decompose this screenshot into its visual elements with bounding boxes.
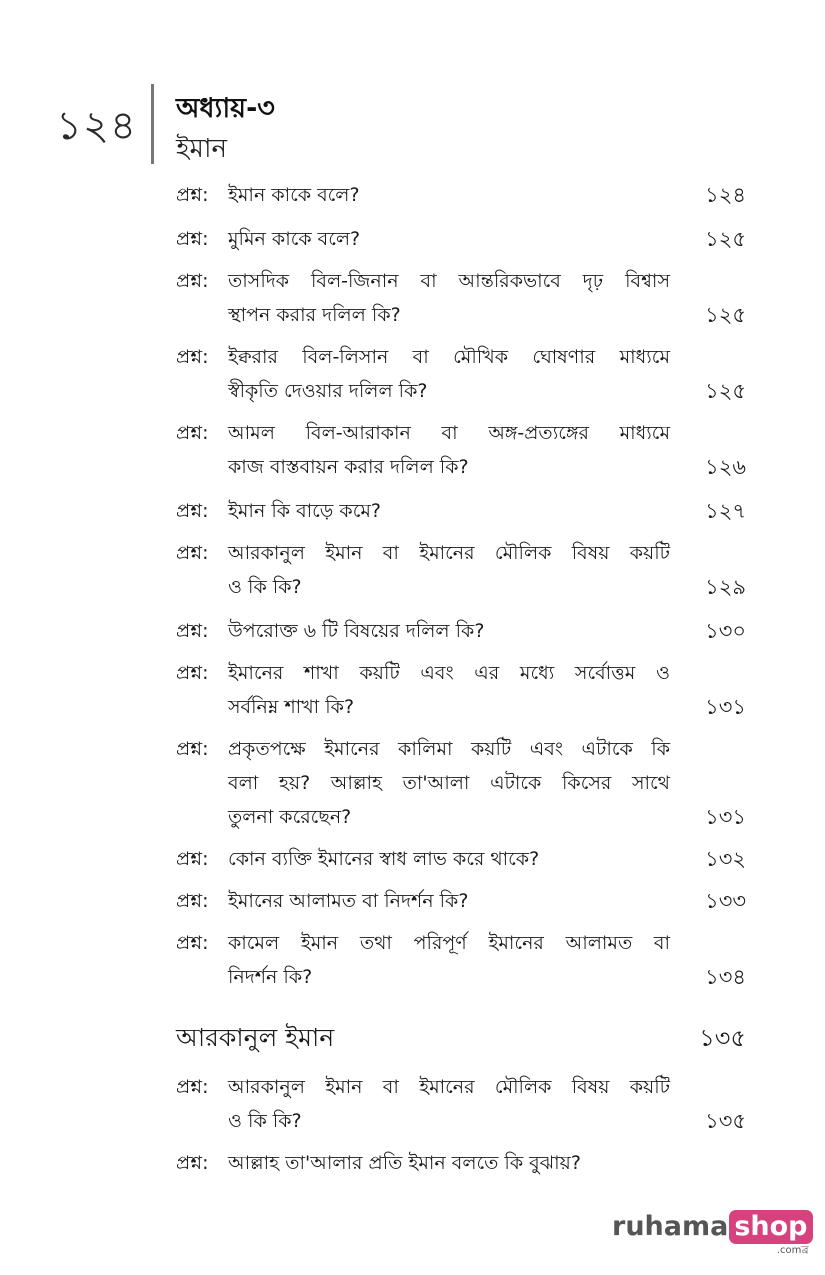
entry-text-line: তুলনা করেছেন? xyxy=(228,806,352,828)
question-label: প্রশ্ন: xyxy=(176,228,209,250)
entry-text-line: ও কি কি? xyxy=(228,576,302,598)
entry-page-number: ১২৫ xyxy=(705,303,746,327)
entry-text-line: কামেল ইমান তথা পরিপূর্ণ ইমানের আলামত বা xyxy=(228,932,670,954)
question-label: প্রশ্ন: xyxy=(176,500,209,522)
section-heading[interactable] xyxy=(176,1018,746,1058)
toc-entry[interactable] xyxy=(176,340,746,408)
question-label: প্রশ্ন: xyxy=(176,542,209,564)
entry-text-line: নিদর্শন কি? xyxy=(228,966,313,988)
entry-text-line: ইমান কাকে বলে? xyxy=(228,184,360,206)
toc-entry[interactable] xyxy=(176,494,746,528)
entry-text-line: স্থাপন করার দলিল কি? xyxy=(228,304,401,326)
question-label: প্রশ্ন: xyxy=(176,848,209,870)
toc-entry[interactable] xyxy=(176,1070,746,1138)
ruhamashop-logo xyxy=(612,1210,813,1256)
toc-entry[interactable] xyxy=(176,732,746,834)
header-divider xyxy=(151,84,154,164)
entry-text-line: বলা হয়? আল্লাহ তা'আলা এটাকে কিসের সাথে xyxy=(228,772,670,794)
logo-text-ruhama: ruhama xyxy=(612,1211,729,1242)
entry-page-number: ১৩১ xyxy=(705,805,746,829)
question-label: প্রশ্ন: xyxy=(176,422,209,444)
toc-entry[interactable] xyxy=(176,656,746,724)
entry-page-number: ১৩৩ xyxy=(705,889,746,913)
entry-text-line: মুমিন কাকে বলে? xyxy=(228,228,361,250)
toc-entry[interactable] xyxy=(176,1146,746,1180)
entry-page-number: ১২৪ xyxy=(705,183,746,207)
entry-text-line: কাজ বাস্তবায়ন করার দলিল কি? xyxy=(228,456,469,478)
entry-text-line: কোন ব্যক্তি ইমানের স্বাধ লাভ করে থাকে? xyxy=(228,848,540,870)
entry-text-line: আল্লাহ তা'আলার প্রতি ইমান বলতে কি বুঝায়? xyxy=(228,1152,581,1174)
entry-text-line: ইমানের শাখা কয়টি এবং এর মধ্যে সর্বোত্তম ও xyxy=(228,662,670,684)
table-of-contents xyxy=(176,170,746,1180)
entry-text-line: ইমান কি বাড়ে কমে? xyxy=(228,500,381,522)
question-label: প্রশ্ন: xyxy=(176,932,209,954)
entry-page-number: ১২৯ xyxy=(705,575,746,599)
entry-text-line: সর্বনিম্ন শাখা কি? xyxy=(228,696,355,718)
toc-entry[interactable] xyxy=(176,416,746,484)
toc-entry[interactable] xyxy=(176,926,746,994)
entry-text-line: আরকানুল ইমান বা ইমানের মৌলিক বিষয় কয়টি xyxy=(228,542,670,564)
entry-page-number: ১৩৫ xyxy=(705,1109,746,1133)
question-label: প্রশ্ন: xyxy=(176,270,209,292)
toc-entry[interactable] xyxy=(176,178,746,212)
entry-page-number: ১৩০ xyxy=(705,619,746,643)
chapter-subtitle: ইমান xyxy=(176,134,228,164)
entry-text-line: আরকানুল ইমান বা ইমানের মৌলিক বিষয় কয়টি xyxy=(228,1076,670,1098)
logo-text-shop: shop xyxy=(729,1210,812,1244)
entry-text-line: আমল বিল-আরাকান বা অঙ্গ-প্রত্যঙ্গের মাধ্যমে xyxy=(228,422,670,444)
toc-entry[interactable] xyxy=(176,222,746,256)
chapter-title: অধ্যায়-৩ xyxy=(176,93,275,124)
entry-text-line: ইক্বরার বিল-লিসান বা মৌখিক ঘোষণার মাধ্যমে xyxy=(228,346,670,368)
toc-entry[interactable] xyxy=(176,884,746,918)
entry-text-line: প্রকৃতপক্ষে ইমানের কালিমা কয়টি এবং এটাকে কি xyxy=(228,738,670,760)
question-label: প্রশ্ন: xyxy=(176,738,209,760)
entry-page-number: ১৩১ xyxy=(705,695,746,719)
page-number: ১২৪ xyxy=(56,103,137,149)
toc-entry[interactable] xyxy=(176,536,746,604)
question-label: প্রশ্ন: xyxy=(176,620,209,642)
toc-entry[interactable] xyxy=(176,842,746,876)
section-title: আরকানুল ইমান xyxy=(176,1023,335,1052)
question-label: প্রশ্ন: xyxy=(176,1076,209,1098)
entry-page-number: ১২৫ xyxy=(705,379,746,403)
toc-entry[interactable] xyxy=(176,614,746,648)
entry-text-line: স্বীকৃতি দেওয়ার দলিল কি? xyxy=(228,380,428,402)
toc-entry[interactable] xyxy=(176,264,746,332)
logo-text-suffix: .comব্র xyxy=(776,1245,809,1256)
entry-text-line: তাসদিক বিল-জিনান বা আন্তরিকভাবে দৃঢ় বিশ্বাস xyxy=(228,270,670,292)
entry-page-number: ১২৬ xyxy=(705,455,746,479)
entry-page-number: ১৩২ xyxy=(705,847,746,871)
question-label: প্রশ্ন: xyxy=(176,1152,209,1174)
entry-page-number: ১৩৪ xyxy=(705,965,746,989)
question-label: প্রশ্ন: xyxy=(176,346,209,368)
entry-text-line: ইমানের আলামত বা নিদর্শন কি? xyxy=(228,890,469,912)
question-label: প্রশ্ন: xyxy=(176,890,209,912)
entry-text-line: উপরোক্ত ৬ টি বিষয়ের দলিল কি? xyxy=(228,620,485,642)
question-label: প্রশ্ন: xyxy=(176,662,209,684)
entry-text-line: ও কি কি? xyxy=(228,1110,302,1132)
entry-page-number: ১২৫ xyxy=(705,227,746,251)
question-label: প্রশ্ন: xyxy=(176,184,209,206)
section-page-number: ১৩৫ xyxy=(699,1024,746,1052)
entry-page-number: ১২৭ xyxy=(705,499,746,523)
